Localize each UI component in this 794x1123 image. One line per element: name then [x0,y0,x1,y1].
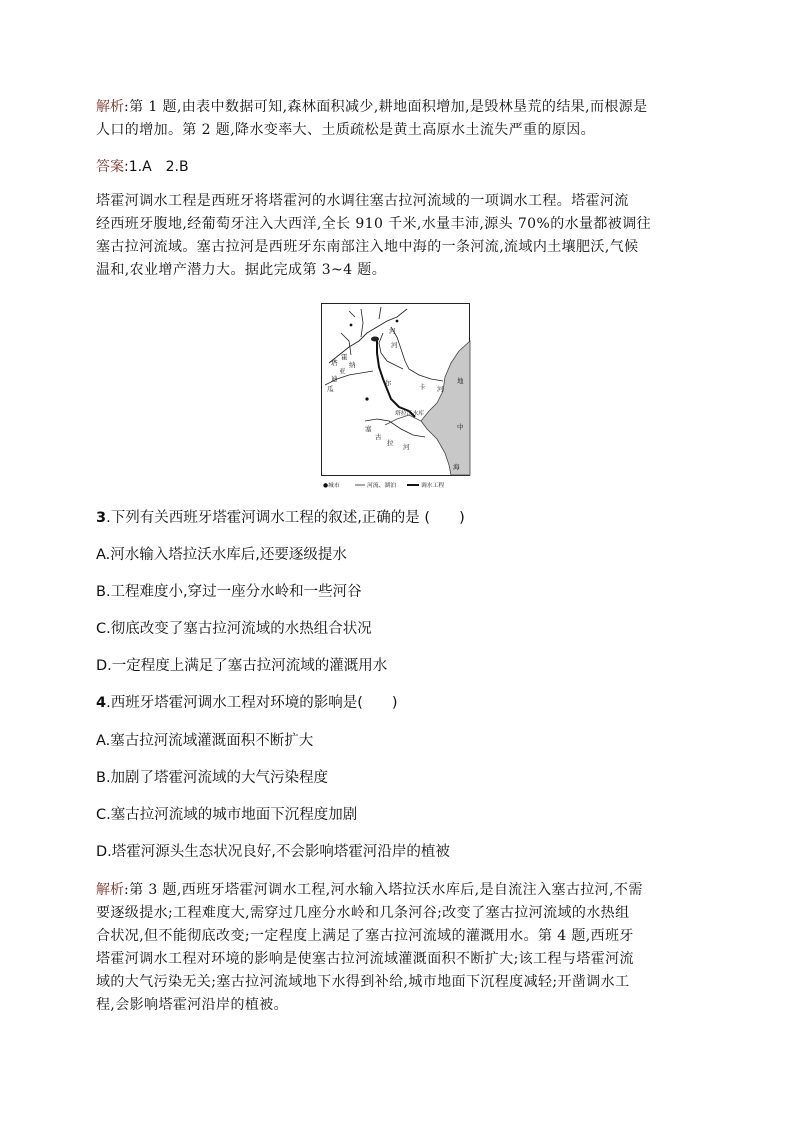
label-segura-4: 河 [403,443,410,451]
explanation-2-line-5: 域的大气污染无关;塞古拉河流域地下水得到补给,城市地面下沉程度减轻;开凿调水工 [96,974,630,990]
label-tajo-2: 霍 [341,353,348,361]
answer-value: :1.A 2.B [124,159,189,175]
intro-line-4: 温和,农业增产潜力大。据此完成第 3~4 题。 [96,262,387,278]
q3-option-a[interactable]: A.河水输入塔拉沃水库后,还要逐级提水 [96,547,347,563]
city-dot-1 [365,397,368,400]
q4-option-b[interactable]: B.加剧了塔霍河流域的大气污染程度 [96,770,329,786]
explanation-2 [96,879,696,1017]
explanation-1-line-2: 人口的增加。第 2 题,降水变率大、土质疏松是黄土高原水土流失严重的原因。 [96,122,596,138]
explanation-2-line-3: 合状况,但不能彻底改变;一定程度上满足了塞古拉河流域的灌溉用水。第 4 题,西班牙 [96,928,634,944]
city-dot-2 [396,320,399,323]
question-4-stem: 4.西班牙塔霍河调水工程对环境的影响是( ) [96,695,398,711]
label-tajo-3: 河 [389,327,396,335]
explanation-1 [96,96,696,142]
label-jucar-3: 尔 [385,379,392,387]
label-sea-1: 地 [457,377,464,385]
label-guad-1: 瓜 [327,385,334,393]
explanation-2-line-4: 塔霍河调水工程对环境的影响是使塞古拉河流域灌溉面积不断扩大;该工程与塔霍河流 [96,951,634,967]
label-guad-3: 亚 [339,367,346,375]
question-3-stem: 3.下列有关西班牙塔霍河调水工程的叙述,正确的是 ( ) [96,510,465,526]
answer-label: 答案 [96,159,124,175]
q3-option-b[interactable]: B.工程难度小,穿过一座分水岭和一些河谷 [96,584,362,600]
intro-line-3: 塞古拉河流域。塞古拉河是西班牙东南部注入地中海的一条河流,流域内土壤肥沃,气候 [96,239,639,255]
explanation-label: 解析 [96,99,124,115]
explanation-2-line-6: 程,会影响塔霍河沿岸的植被。 [96,997,289,1013]
city-dot-3 [350,324,353,327]
q3-option-d[interactable]: D.一定程度上满足了塞古拉河流域的灌溉用水 [96,658,388,674]
explanation-2-label: 解析 [96,882,124,898]
label-jucar-river: 河 [437,385,444,393]
map-legend [323,481,444,489]
label-guad-2: 迪 [331,375,338,383]
question-3-number: 3 [96,510,107,526]
intro-line-2: 经西班牙腹地,经葡萄牙注入大西洋,全长 910 千米,水量丰沛,源头 70%的水量都被调往 [96,216,651,232]
label-sea-2: 中 [457,423,464,431]
label-jucar-1: 河 [391,341,398,349]
tajo-segura-map [321,303,472,491]
legend-canal: 调水工程 [421,483,445,489]
label-segura-2: 古 [375,433,382,441]
label-jucar-2: 卡 [419,383,426,391]
q4-option-d[interactable]: D.塔霍河源头生态状况良好,不会影响塔霍河沿岸的植被 [96,844,450,860]
intro-line-1: 塔霍河调水工程是西班牙将塔霍河的水调往塞古拉河流域的一项调水工程。塔霍河流 [96,193,629,209]
q3-option-c[interactable]: C.彻底改变了塞古拉河流域的水热组合状况 [96,621,372,637]
answer-1-2 [96,156,696,176]
reservoir-lake [371,337,379,342]
explanation-2-line-2: 要逐级提水;工程难度大,需穿过几座分水岭和几条河谷;改变了塞古拉河流域的水热组 [96,905,630,921]
explanation-1-line-1: 解析:第 1 题,由表中数据可知,森林面积减少,耕地面积增加,是毁林垦荒的结果,而根源是 [96,99,648,115]
q4-option-c[interactable]: C.塞古拉河流域的城市地面下沉程度加剧 [96,807,358,823]
label-segura-3: 拉 [387,439,394,447]
label-guad-4: 纳 [349,361,356,369]
label-segura-1: 塞 [365,425,372,433]
label-sea-3: 海 [453,463,460,471]
label-reservoir: 塔拉沃水库 [395,411,424,417]
legend-city: ●城市 [323,483,340,489]
q4-option-a[interactable]: A.塞古拉河流域灌溉面积不断扩大 [96,733,314,749]
question-4-number: 4 [96,695,107,711]
explanation-2-line-1: 解析:第 3 题,西班牙塔霍河调水工程,河水输入塔拉沃水库后,是自流注入塞古拉河,不需 [96,882,643,898]
intro-paragraph [96,190,696,282]
legend-river: 河流、湖泊 [367,483,396,489]
label-tajo-1: 塔 [331,359,338,367]
